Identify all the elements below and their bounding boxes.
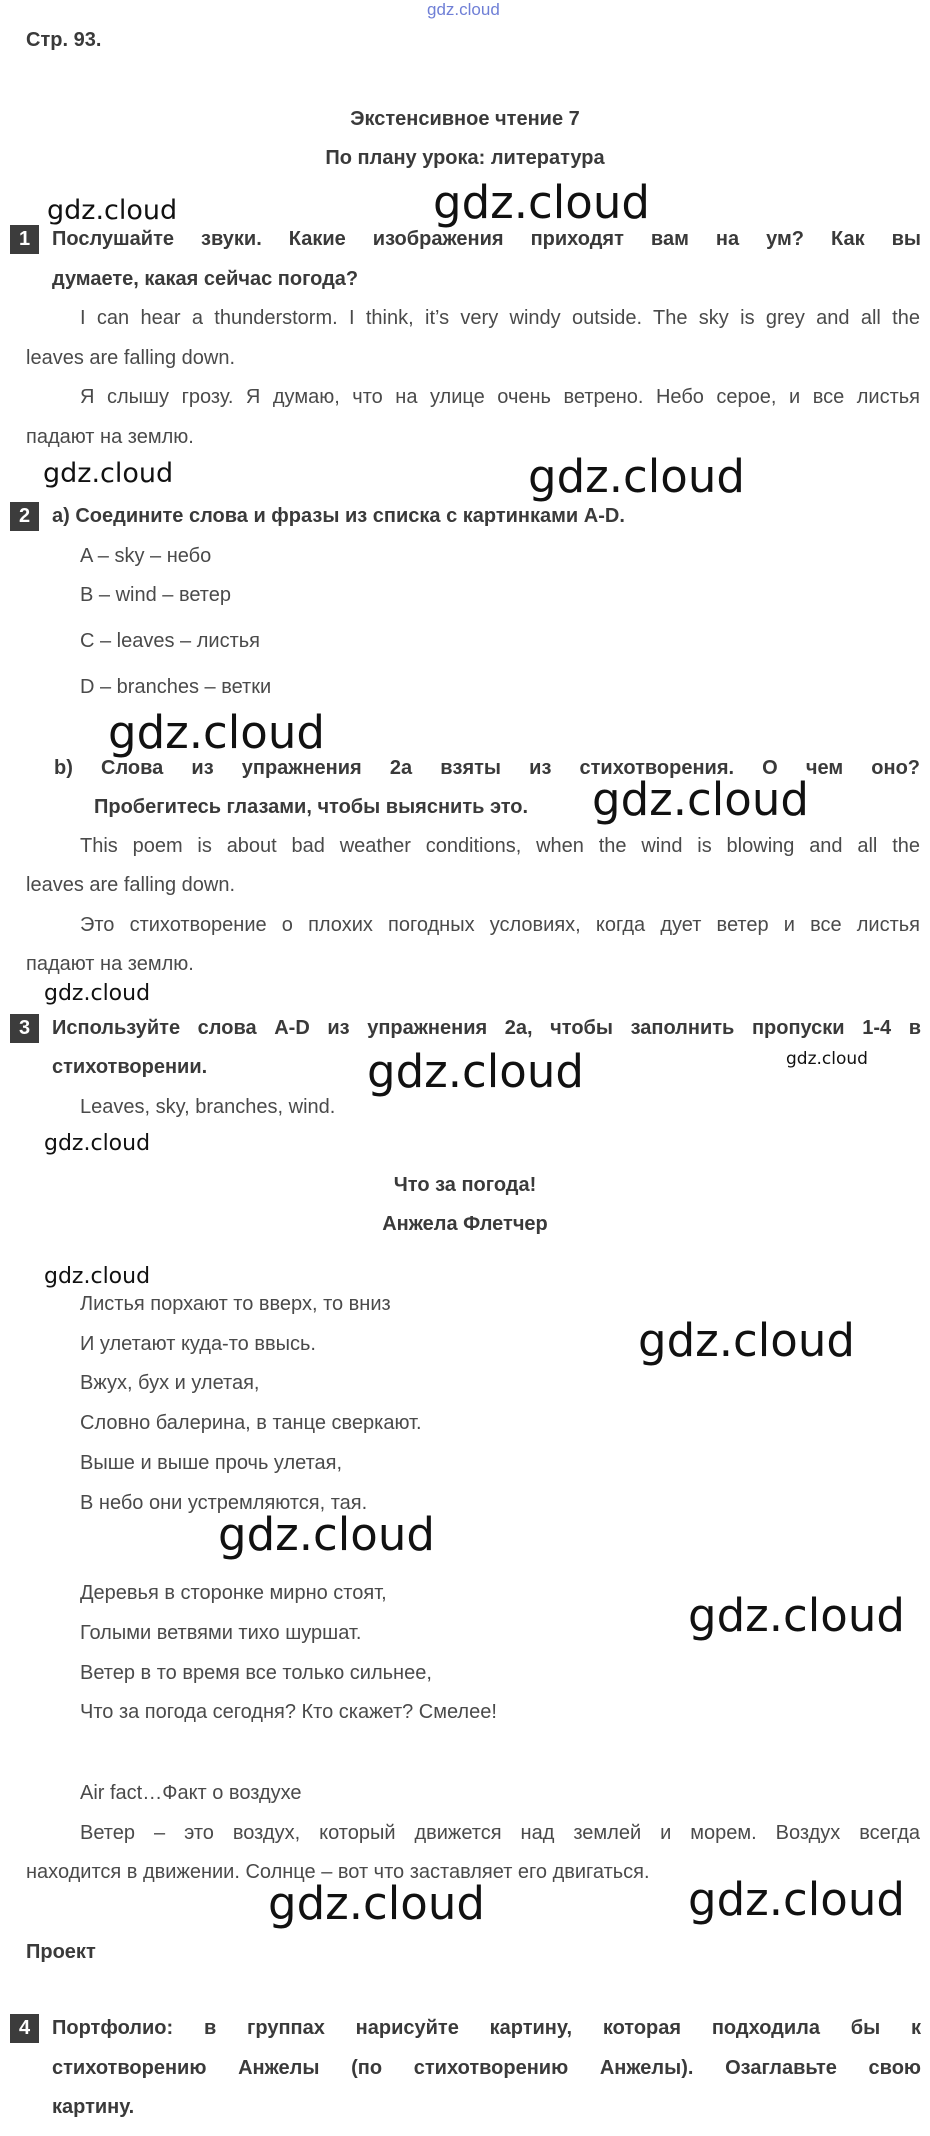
watermark: gdz.cloud xyxy=(108,706,325,759)
poem-stanza2-line1: Деревья в сторонке мирно стоят, xyxy=(80,1582,387,1604)
watermark: gdz.cloud xyxy=(688,1589,905,1642)
exercise-3-number: 3 xyxy=(10,1014,39,1043)
watermark: gdz.cloud xyxy=(47,195,178,226)
watermark: gdz.cloud xyxy=(43,458,174,489)
exercise-2a-question: а) Соедините слова и фразы из списка с картинками A-D. xyxy=(52,505,625,527)
poem-stanza1-line4: Словно балерина, в танце сверкают. xyxy=(80,1412,422,1434)
watermark: gdz.cloud xyxy=(528,450,745,503)
poem-stanza1-line5: Выше и выше прочь улетая, xyxy=(80,1452,343,1474)
exercise-4-line3: картину. xyxy=(52,2096,135,2118)
page-number: Стр. 93. xyxy=(26,29,102,51)
watermark: gdz.cloud xyxy=(786,1049,868,1069)
exercise-2b-answer-en-line1: This poem is about bad weather conditions, when the wind is blowing and all the xyxy=(80,835,920,857)
exercise-3-question-line2: стихотворении. xyxy=(52,1056,208,1078)
watermark: gdz.cloud xyxy=(44,1131,151,1156)
exercise-2b-answer-en-line2: leaves are falling down. xyxy=(26,874,236,896)
page-subtitle: По плану урока: литература xyxy=(325,147,605,169)
exercise-1-question-line2: думаете, какая сейчас погода? xyxy=(52,268,359,290)
exercise-1-answer-en-line2: leaves are falling down. xyxy=(26,347,236,369)
exercise-2a-item-c: C – leaves – листья xyxy=(80,630,260,652)
exercise-2b-answer-ru-line1: Это стихотворение о плохих погодных условиях, когда дует ветер и все листья xyxy=(80,914,920,936)
poem-stanza2-line3: Ветер в то время все только сильнее, xyxy=(80,1662,432,1684)
exercise-2b-question-line1: b) Слова из упражнения 2а взяты из стихотворения. О чем оно? xyxy=(54,757,920,779)
poem-stanza1-line1: Листья порхают то вверх, то вниз xyxy=(80,1293,391,1315)
page-title: Экстенсивное чтение 7 xyxy=(350,108,580,130)
exercise-1-answer-ru-line1: Я слышу грозу. Я думаю, что на улице очень ветрено. Небо серое, и все листья xyxy=(80,386,920,408)
poem-author: Анжела Флетчер xyxy=(382,1213,548,1235)
air-fact-line2: находится в движении. Солнце – вот что заставляет его двигаться. xyxy=(26,1861,650,1883)
exercise-1-number: 1 xyxy=(10,225,39,254)
air-fact-line1: Ветер – это воздух, который движется над землей и морем. Воздух всегда xyxy=(80,1822,920,1844)
watermark: gdz.cloud xyxy=(688,1873,905,1926)
exercise-3-answer: Leaves, sky, branches, wind. xyxy=(80,1096,336,1118)
watermark: gdz.cloud xyxy=(638,1314,855,1367)
watermark: gdz.cloud xyxy=(218,1508,435,1561)
watermark: gdz.cloud xyxy=(44,981,151,1006)
exercise-2-number: 2 xyxy=(10,502,39,531)
poem-stanza1-line6: В небо они устремляются, тая. xyxy=(80,1492,368,1514)
watermark: gdz.cloud xyxy=(268,1877,485,1930)
poem-stanza1-line3: Вжух, бух и улетая, xyxy=(80,1372,260,1394)
exercise-1-answer-en-line1: I can hear a thunderstorm. I think, it’s very windy outside. The sky is grey and all the xyxy=(80,307,920,329)
exercise-2a-item-b: B – wind – ветер xyxy=(80,584,231,606)
watermark: gdz.cloud xyxy=(44,1264,151,1289)
poem-stanza2-line2: Голыми ветвями тихо шуршат. xyxy=(80,1622,362,1644)
exercise-2a-item-a: A – sky – небо xyxy=(80,545,212,567)
exercise-2b-question-line2: Пробегитесь глазами, чтобы выяснить это. xyxy=(94,796,529,818)
air-fact-title: Air fact…Факт о воздухе xyxy=(80,1782,302,1804)
exercise-2a-item-d: D – branches – ветки xyxy=(80,676,272,698)
exercise-2b-answer-ru-line2: падают на землю. xyxy=(26,953,194,975)
exercise-1-answer-ru-line2: падают на землю. xyxy=(26,426,194,448)
watermark: gdz.cloud xyxy=(433,176,650,229)
exercise-4-number: 4 xyxy=(10,2014,39,2043)
poem-title: Что за погода! xyxy=(393,1174,537,1196)
exercise-1-question-line1: Послушайте звуки. Какие изображения приходят вам на ум? Как вы xyxy=(52,228,921,250)
watermark: gdz.cloud xyxy=(367,1045,584,1098)
poem-stanza2-line4: Что за погода сегодня? Кто скажет? Смелее! xyxy=(80,1701,497,1723)
watermark: gdz.cloud xyxy=(592,773,809,826)
project-label: Проект xyxy=(26,1941,96,1963)
watermark-top: gdz.cloud xyxy=(427,0,500,19)
exercise-3-question-line1: Используйте слова A-D из упражнения 2а, чтобы заполнить пропуски 1-4 в xyxy=(52,1017,921,1039)
exercise-4-line1: Портфолио: в группах нарисуйте картину, которая подходила бы к xyxy=(52,2017,921,2039)
exercise-4-line2: стихотворению Анжелы (по стихотворению Анжелы). Озаглавьте свою xyxy=(52,2057,921,2079)
poem-stanza1-line2: И улетают куда-то ввысь. xyxy=(80,1333,316,1355)
